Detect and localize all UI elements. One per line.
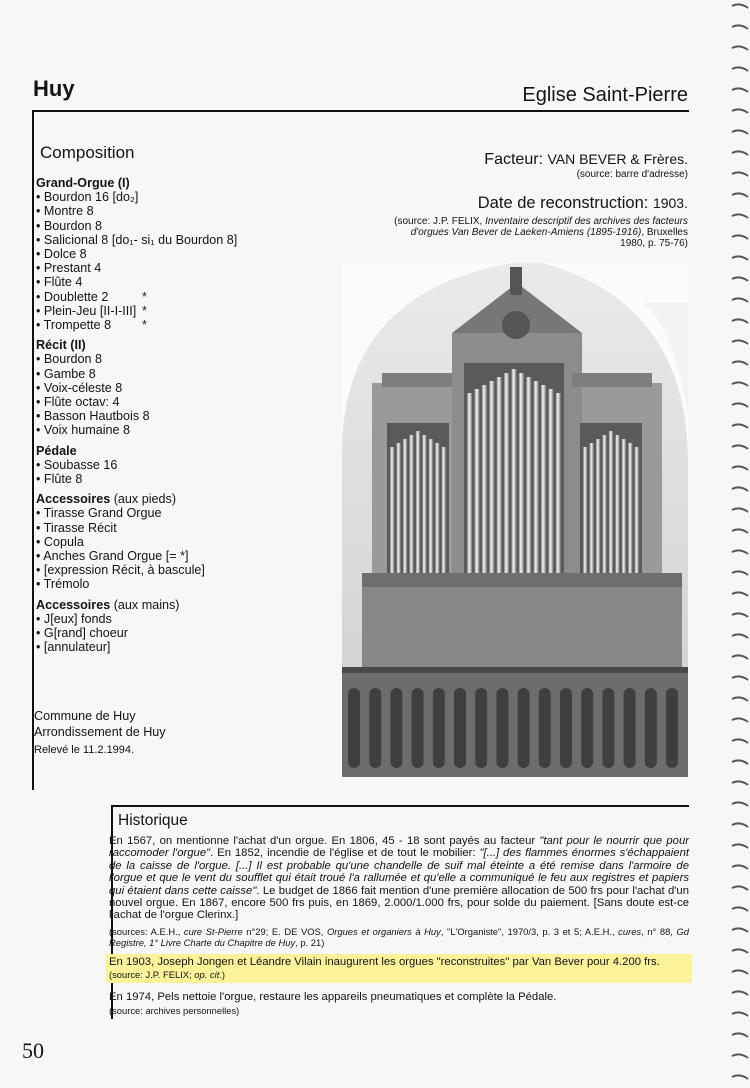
grand-orgue-heading: Grand-Orgue (I) — [36, 176, 130, 190]
hist-text: . Le budget de 1866 fait mention d'une première allocation de 500 frs pour l'achat d'un nouvel orgue. En 1867, encore 500 frs puis, en 1869, 2.000/1.000 frs, pour solde du paiement. [Sans doute est-ce l'achat de l'orgue Clerinx.] — [109, 884, 689, 922]
grand-orgue-stops — [36, 190, 336, 332]
asterisk-mark: * — [142, 318, 147, 333]
date-source-prefix: (source: J.P. FELIX, — [394, 216, 486, 227]
stop-item: • Doublette 2 * — [36, 289, 147, 304]
page-number: 50 — [22, 1038, 44, 1063]
stop-item: • Flûte 4 — [36, 275, 83, 290]
facteur-source: (source: barre d'adresse) — [576, 169, 688, 180]
recit-heading: Récit (II) — [36, 338, 86, 353]
hist-text: En 1567, on mentionne l'achat d'un orgue. En 1806, 45 - 18 sont payés au facteur — [109, 835, 540, 847]
accessoires-pieds-items — [36, 506, 336, 591]
facteur-block — [328, 151, 688, 180]
stop-item: • Tirasse Récit — [36, 520, 117, 535]
location-title: Huy — [33, 76, 75, 101]
hist-text: . En 1852, incendie de l'église et de tout le mobilier: — [210, 847, 480, 860]
accessoires-label: Accessoires — [36, 597, 111, 612]
composition-title: Composition — [40, 143, 135, 162]
pedale-stops — [36, 458, 336, 486]
facteur-line — [328, 151, 688, 169]
historique-sources-1 — [109, 926, 689, 948]
src-italic: cures — [618, 925, 642, 937]
stop-item: • Voix humaine 8 — [36, 423, 131, 438]
pedale-heading: Pédale — [36, 443, 77, 458]
src-text: ) — [221, 969, 226, 981]
accessoires-pieds-heading — [36, 492, 336, 506]
recit-stops — [36, 352, 336, 437]
stop-item: • Trompette 8 * — [36, 318, 147, 333]
facteur-label: Facteur: — [484, 151, 543, 168]
stop-item: • Trémolo — [36, 577, 90, 592]
accessoires-note: (aux mains) — [110, 597, 180, 612]
stop-item: • Basson Hautbois 8 — [36, 409, 150, 424]
church-name: Eglise Saint-Pierre — [522, 84, 688, 106]
stop-item: • Voix-céleste 8 — [36, 380, 123, 395]
accessoires-note: (aux pieds) — [110, 492, 177, 507]
commune-line: Commune de Huy — [34, 709, 136, 723]
historique-paragraph-2: En 1903, Joseph Jongen et Léandre Vilain inaugurent les orgues "reconstruites" par Van Bever pour 4.200 frs. — [109, 955, 660, 968]
stop-item: • Copula — [36, 534, 84, 549]
header-rule — [32, 110, 689, 112]
date-block — [388, 194, 688, 249]
accessoires-mains-heading — [36, 598, 336, 612]
accessoires-label: Accessoires — [36, 492, 111, 507]
historique-title: Historique — [118, 812, 188, 829]
historique-sources-2 — [109, 969, 689, 980]
date-source — [388, 216, 688, 249]
historique-paragraph-1 — [109, 835, 689, 922]
facteur-value: VAN BEVER & Frères. — [547, 151, 688, 167]
stop-item: • Tirasse Grand Orgue — [36, 506, 162, 521]
historique-body — [109, 835, 689, 1016]
stop-item: • Gambe 8 — [36, 366, 96, 381]
stop-item: • Dolce 8 — [36, 247, 87, 262]
src-text: n°29; E. DE VOS, — [242, 925, 327, 937]
src-text: (sources: A.E.H., — [109, 925, 184, 937]
stop-item: • G[rand] choeur — [36, 626, 128, 641]
stop-item: • [annulateur] — [36, 640, 111, 655]
hist-quote: "[...] des flammes énormes s'échappaient de la caisse de l'orgue. [...] Il est probable qu'une chandelle de suif mal éteinte a été remise dans l'armoire de l'orgue et que le vent du soufflet qui était troué l'a rallumée et qu'elle a communiqué le feu aux registres et papiers qui étaient dans cette caisse" — [109, 847, 689, 897]
date-source-title: Inventaire descriptif des archives des facteurs d'orgues Van Bever de Laeken-Amiens (1895-1916) — [410, 216, 688, 238]
releve-date: Relevé le 11.2.1994. — [34, 744, 135, 756]
composition-list — [36, 176, 336, 655]
src-italic: op. cit. — [194, 969, 222, 981]
accessoires-mains-items — [36, 612, 336, 655]
asterisk-mark: * — [142, 289, 147, 304]
historique-paragraph-3: En 1974, Pels nettoie l'orgue, restaure les appareils pneumatiques et complète la Pédale. — [109, 991, 557, 1004]
stop-item: • Anches Grand Orgue [= *] — [36, 549, 189, 564]
stop-item: • Prestant 4 — [36, 261, 102, 276]
historique-sources-3: (source: archives personnelles) — [109, 1004, 240, 1016]
date-source-suffix: , Bruxelles 1980, p. 75-76) — [620, 227, 688, 249]
hist-quote: "tant pour le nourrir que pour raccomoder l'orgue" — [109, 835, 689, 860]
stop-item: • Bourdon 8 — [36, 352, 103, 367]
organ-photo — [342, 263, 688, 777]
src-italic: Orgues et organiers à Huy — [326, 925, 441, 937]
src-italic: Gd Registre, 1° Livre Charte du Chapitre de Huy — [109, 925, 689, 948]
left-frame-rule — [32, 110, 34, 790]
stop-item: • Plein-Jeu [II-I-III] * — [36, 303, 147, 318]
date-label: Date de reconstruction: — [477, 194, 649, 212]
stop-item: • J[eux] fonds — [36, 611, 112, 626]
stop-item: • Bourdon 8 — [36, 218, 103, 233]
src-text: , p. 21) — [295, 936, 325, 948]
commune-info — [34, 709, 166, 740]
asterisk-mark: * — [142, 303, 147, 318]
src-text: , "L'Organiste", 1970/3, p. 3 et 5; A.E.H., — [440, 925, 619, 937]
date-line — [388, 194, 688, 213]
src-text: (source: J.P. FELIX; — [109, 969, 195, 981]
stop-item: • Bourdon 16 [do₂] — [36, 190, 139, 205]
stop-item: • Soubasse 16 — [36, 457, 118, 472]
src-text: , n° 88, — [641, 925, 677, 937]
stop-item: • Flûte 8 — [36, 472, 83, 487]
spiral-binding — [730, 0, 750, 1088]
stop-item: • Flûte octav: 4 — [36, 395, 120, 410]
stop-item: • Salicional 8 [do₁- si₁ du Bourdon 8] — [36, 232, 238, 247]
stop-item: • Montre 8 — [36, 204, 94, 219]
historique-rule — [111, 805, 689, 807]
src-italic: cure St-Pierre — [183, 925, 243, 937]
highlighted-passage — [106, 954, 692, 983]
stop-item: • [expression Récit, à bascule] — [36, 563, 205, 578]
arrondissement-line: Arrondissement de Huy — [34, 724, 166, 739]
date-value: 1903. — [652, 195, 688, 211]
